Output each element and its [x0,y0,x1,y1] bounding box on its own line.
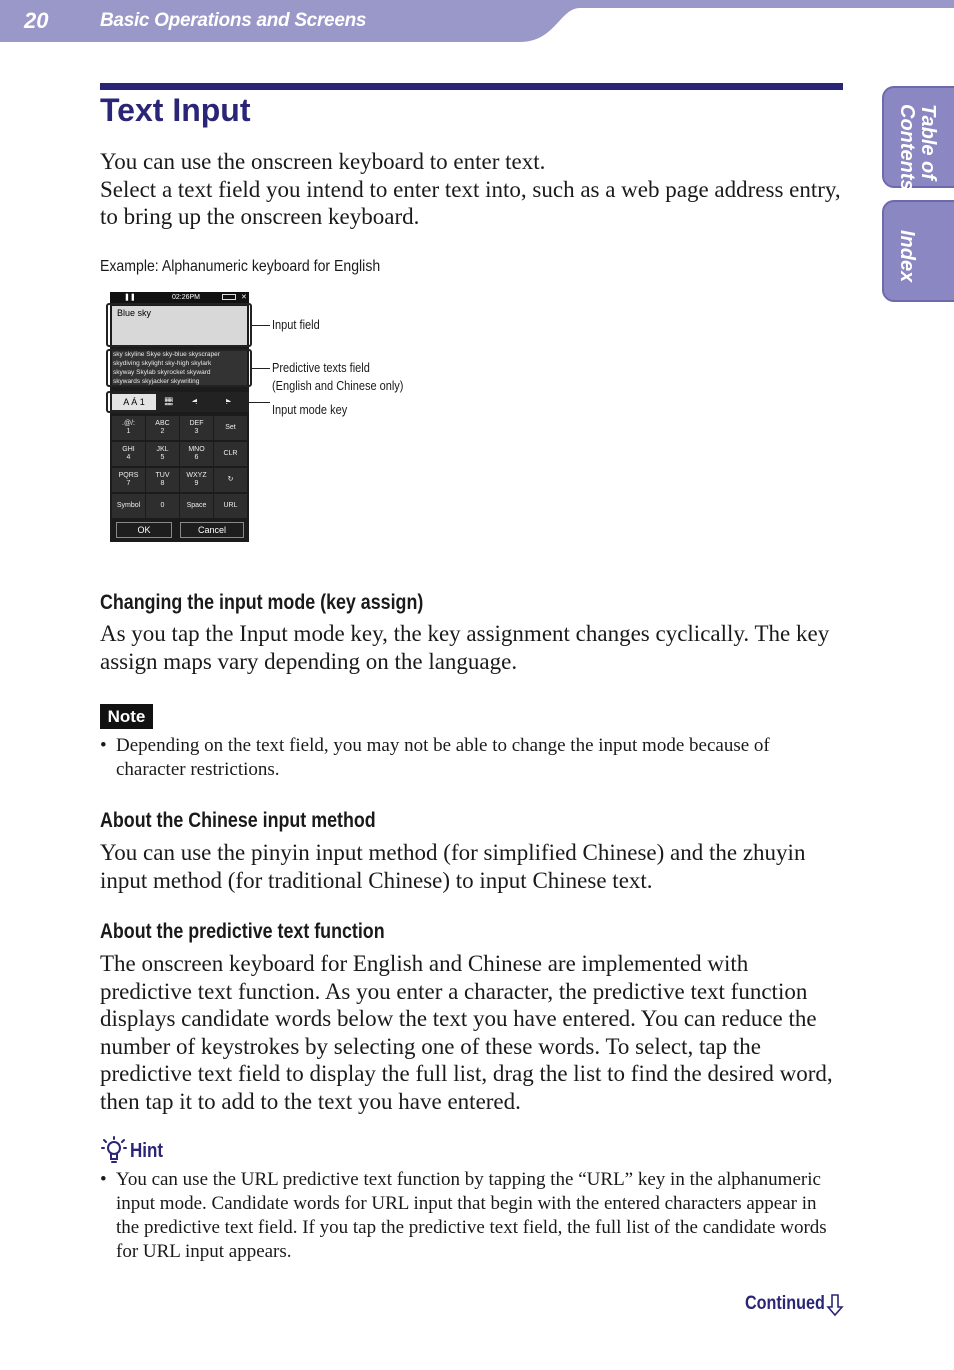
device-key-label: Space [186,502,207,509]
device-key-label: DEF [189,420,204,427]
callout-frame-input-field [106,303,252,347]
device-key [112,494,145,518]
heading-predictive-text: About the predictive text function [100,920,385,943]
device-text-value: Blue sky [117,308,152,318]
pause-icon: ❚❚ [124,294,136,301]
device-key-label: ↻ [227,476,234,483]
device-key-number: 3 [194,428,199,435]
device-key-label: Symbol [116,502,141,509]
device-key-label: URL [223,502,238,509]
device-key [146,494,179,518]
device-key-label: PQRS [118,472,139,479]
note-text: Depending on the text field, you may not be able to change the input mode because of character restrictions. [116,735,770,780]
example-caption: Example: Alphanumeric keyboard for English [100,258,381,275]
device-key-number: 6 [194,454,199,461]
bullet-icon: • [100,735,107,756]
device-key [214,468,247,492]
device-key [146,442,179,466]
device-key-label: ABC [155,420,170,427]
device-key [146,416,179,440]
continued-link[interactable]: Continued [745,1293,825,1314]
predictive-line: skywards skyjacker skywriting [113,378,200,385]
paragraph-predictive-text: The onscreen keyboard for English and Chinese are implemented with predictive text function. As you enter a character, the predictive text function displays candidate words below the text you have entered. You can reduce the number of keystrokes by selecting one of these words. To select, tap the predictive text field to display the full list, drag the list to find the desired word, then tap it to add to the text you have entered. [100,951,833,1114]
predictive-line: skydiving skylight sky-high skylark [113,360,212,367]
callout-predictive-title: Predictive texts field [272,361,370,375]
device-key-number: 2 [160,428,165,435]
device-key-label: JKL [156,446,169,453]
page-header [0,0,954,44]
device-key-number: 1 [126,428,131,435]
device-key-label: WXYZ [186,472,207,479]
callout-input-mode-key: Input mode key [272,403,348,417]
callout-frame-input-mode [106,391,160,413]
battery-icon [222,294,236,300]
device-key [112,442,145,466]
device-key [180,442,213,466]
status-bar [110,292,249,303]
hint-label: Hint [130,1140,164,1162]
toc-tab-label: Table of Contents [896,104,939,191]
device-key-label: GHI [122,446,135,453]
device-key [112,468,145,492]
hint-bullet [100,1168,840,1264]
note-badge: Note [100,704,153,729]
heading-input-mode: Changing the input mode (key assign) [100,591,424,614]
bullet-icon: • [100,1169,107,1190]
device-key-label: TUV [155,472,170,479]
device-ok-button: OK [116,522,172,538]
predictive-line: sky skyline Skye sky-blue skyscraper [113,351,220,358]
section-title: Basic Operations and Screens [100,10,367,31]
device-key-label: .@/: [122,420,135,427]
device-key-label: 0 [160,502,165,509]
device-key [146,468,179,492]
device-key-number: 8 [160,480,165,487]
status-time: 02:26PM [172,294,201,301]
callout-frame-predictive [106,349,252,387]
title-rule [100,83,843,90]
predictive-line: skyway Skylab skyrocket skyward [113,369,211,376]
device-key-number: 7 [126,480,131,487]
intro-line-1: You can use the onscreen keyboard to enter text. [100,149,546,174]
paragraph-chinese-input: You can use the pinyin input method (for simplified Chinese) and the zhuyin input method (for traditional Chinese) to input Chinese text. [100,840,806,893]
paragraph-input-mode: As you tap the Input mode key, the key assignment changes cyclically. The key assign maps vary depending on the language. [100,621,830,674]
device-bottom-row [110,520,249,540]
device-key [214,442,247,466]
device-input-mode-key: A Á 1 [112,394,156,410]
device-key [112,416,145,440]
callout-line [252,325,270,326]
index-tab[interactable] [882,200,954,302]
page-number: 20 [24,8,49,33]
device-key-label: CLR [223,450,238,457]
device-key-label: MNO [188,446,205,453]
device-key [214,416,247,440]
intro-paragraph [100,148,845,231]
table-of-contents-tab[interactable] [882,86,954,191]
device-key-number: 9 [194,480,199,487]
intro-line-2: Select a text field you intend to enter text into, such as a web page address entry, to bring up the onscreen keyboard. [100,176,841,229]
device-key [180,416,213,440]
device-key-label: Set [225,424,236,431]
hint-text: You can use the URL predictive text function by tapping the “URL” key in the alphanumeric input mode. Candidate words for URL input that begin with the entered characters appear in the predictive text field. If you tap the predictive text field, the full list of the candidate words for URL input appears. [116,1169,827,1262]
callout-line [252,368,270,369]
lightbulb-icon [100,1134,128,1166]
index-tab-label: Index [896,230,918,283]
callout-line [160,402,270,403]
arrow-down-icon [826,1293,844,1317]
page-title: Text Input [100,92,251,128]
close-icon: ✕ [241,294,247,301]
heading-chinese-input: About the Chinese input method [100,809,376,832]
device-cancel-button: Cancel [180,522,244,538]
device-key [180,468,213,492]
callout-predictive-note: (English and Chinese only) [272,379,404,393]
device-key-number: 5 [160,454,165,461]
callout-input-field: Input field [272,318,320,332]
device-key [180,494,213,518]
device-key [214,494,247,518]
note-bullet [100,734,840,782]
device-key-number: 4 [126,454,131,461]
